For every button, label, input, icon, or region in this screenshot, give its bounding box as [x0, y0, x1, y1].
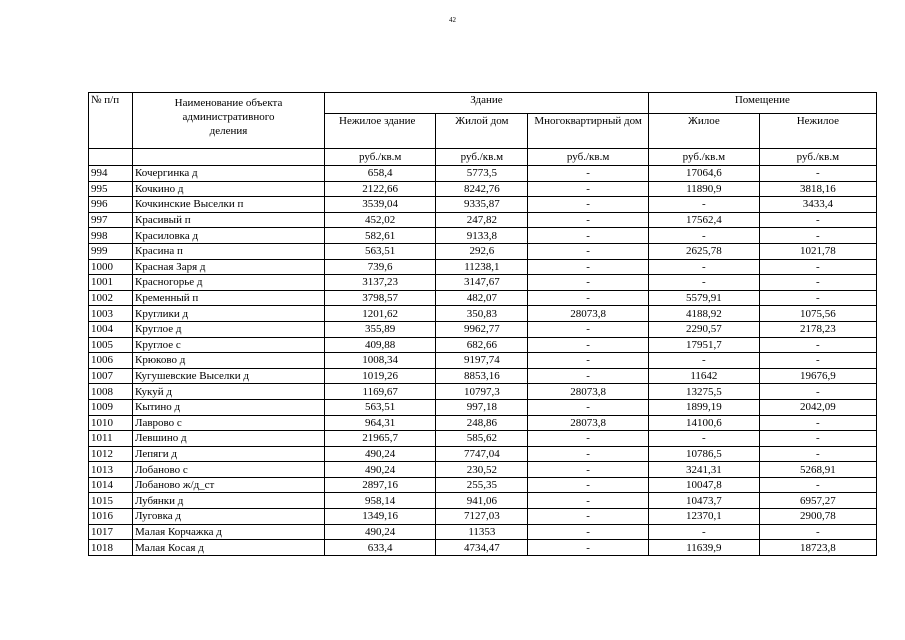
nonresidential-premises-value: -: [759, 477, 876, 493]
object-name: Кременный п: [133, 290, 325, 306]
row-number: 1005: [89, 337, 133, 353]
table-row: [89, 306, 877, 322]
nonresidential-building-value: 633,4: [325, 540, 436, 556]
object-name: Крюково д: [133, 353, 325, 369]
apartment-building-value: -: [528, 259, 649, 275]
apartment-building-value: -: [528, 368, 649, 384]
apartment-building-value: -: [528, 321, 649, 337]
nonresidential-premises-value: 6957,27: [759, 493, 876, 509]
table-row: [89, 431, 877, 447]
object-name: Кочкинские Выселки п: [133, 197, 325, 213]
row-number: 1010: [89, 415, 133, 431]
unit-label: руб./кв.м: [436, 149, 528, 166]
row-number: 995: [89, 181, 133, 197]
table-row: [89, 446, 877, 462]
nonresidential-building-value: 3137,23: [325, 275, 436, 291]
residential-premises-value: 11642: [648, 368, 759, 384]
nonresidential-building-value: 2122,66: [325, 181, 436, 197]
nonresidential-premises-value: -: [759, 290, 876, 306]
residential-premises-value: 17064,6: [648, 166, 759, 182]
nonresidential-building-value: 563,51: [325, 243, 436, 259]
table-row: [89, 399, 877, 415]
nonresidential-building-value: 2897,16: [325, 477, 436, 493]
apartment-building-value: -: [528, 509, 649, 525]
residential-house-value: 11238,1: [436, 259, 528, 275]
apartment-building-value: -: [528, 399, 649, 415]
residential-house-value: 4734,47: [436, 540, 528, 556]
apartment-building-value: -: [528, 431, 649, 447]
row-number: 999: [89, 243, 133, 259]
row-number: 1013: [89, 462, 133, 478]
row-number: 994: [89, 166, 133, 182]
residential-premises-value: -: [648, 431, 759, 447]
apartment-building-value: 28073,8: [528, 384, 649, 400]
header-premises: Помещение: [648, 93, 876, 114]
nonresidential-premises-value: -: [759, 415, 876, 431]
residential-premises-value: 2290,57: [648, 321, 759, 337]
header-building: Здание: [325, 93, 649, 114]
apartment-building-value: -: [528, 275, 649, 291]
nonresidential-building-value: 452,02: [325, 212, 436, 228]
table-row: [89, 493, 877, 509]
nonresidential-building-value: 409,88: [325, 337, 436, 353]
residential-premises-value: 17562,4: [648, 212, 759, 228]
nonresidential-building-value: 355,89: [325, 321, 436, 337]
residential-premises-value: 3241,31: [648, 462, 759, 478]
object-name: Круглое д: [133, 321, 325, 337]
header-residential-house: Жилой дом: [436, 114, 528, 149]
table-row: [89, 524, 877, 540]
object-name: Лаврово с: [133, 415, 325, 431]
row-number: 1002: [89, 290, 133, 306]
table-row: [89, 384, 877, 400]
row-number: 996: [89, 197, 133, 213]
nonresidential-building-value: 21965,7: [325, 431, 436, 447]
row-number: 1009: [89, 399, 133, 415]
object-name: Лубянки д: [133, 493, 325, 509]
cadastral-value-table: [88, 92, 877, 556]
nonresidential-premises-value: 5268,91: [759, 462, 876, 478]
nonresidential-premises-value: -: [759, 212, 876, 228]
header-residential-premises: Жилое: [648, 114, 759, 149]
apartment-building-value: -: [528, 212, 649, 228]
table-row: [89, 540, 877, 556]
residential-house-value: 585,62: [436, 431, 528, 447]
row-number: 1015: [89, 493, 133, 509]
nonresidential-building-value: 739,6: [325, 259, 436, 275]
apartment-building-value: -: [528, 337, 649, 353]
object-name: Левшино д: [133, 431, 325, 447]
object-name: Красногорье д: [133, 275, 325, 291]
apartment-building-value: -: [528, 166, 649, 182]
nonresidential-premises-value: -: [759, 259, 876, 275]
table-row: [89, 181, 877, 197]
nonresidential-premises-value: 2042,09: [759, 399, 876, 415]
apartment-building-value: -: [528, 540, 649, 556]
table-row: [89, 462, 877, 478]
residential-premises-value: 10047,8: [648, 477, 759, 493]
table-row: [89, 337, 877, 353]
residential-house-value: 9335,87: [436, 197, 528, 213]
nonresidential-building-value: 1169,67: [325, 384, 436, 400]
residential-house-value: 682,66: [436, 337, 528, 353]
table-row: [89, 477, 877, 493]
nonresidential-premises-value: -: [759, 384, 876, 400]
nonresidential-premises-value: 19676,9: [759, 368, 876, 384]
row-number: 1001: [89, 275, 133, 291]
residential-house-value: 8242,76: [436, 181, 528, 197]
table-row: [89, 415, 877, 431]
apartment-building-value: -: [528, 181, 649, 197]
nonresidential-premises-value: 3433,4: [759, 197, 876, 213]
residential-house-value: 10797,3: [436, 384, 528, 400]
row-number: 1004: [89, 321, 133, 337]
object-name: Красина п: [133, 243, 325, 259]
table-body: [89, 166, 877, 556]
nonresidential-premises-value: -: [759, 353, 876, 369]
table-row: [89, 259, 877, 275]
unit-label: руб./кв.м: [759, 149, 876, 166]
nonresidential-premises-value: -: [759, 446, 876, 462]
residential-premises-value: 12370,1: [648, 509, 759, 525]
residential-premises-value: 5579,91: [648, 290, 759, 306]
residential-premises-value: 11639,9: [648, 540, 759, 556]
nonresidential-building-value: 964,31: [325, 415, 436, 431]
apartment-building-value: -: [528, 524, 649, 540]
nonresidential-building-value: 3798,57: [325, 290, 436, 306]
nonresidential-building-value: 658,4: [325, 166, 436, 182]
row-number: 1007: [89, 368, 133, 384]
row-number: 1008: [89, 384, 133, 400]
table-row: [89, 166, 877, 182]
residential-house-value: 997,18: [436, 399, 528, 415]
row-number: 1014: [89, 477, 133, 493]
table-row: [89, 243, 877, 259]
header-num: № п/п: [89, 93, 133, 149]
apartment-building-value: -: [528, 493, 649, 509]
header-nonresidential-building: Нежилое здание: [325, 114, 436, 149]
row-number: 1003: [89, 306, 133, 322]
table-row: [89, 509, 877, 525]
residential-premises-value: 2625,78: [648, 243, 759, 259]
table-row: [89, 290, 877, 306]
residential-house-value: 9962,77: [436, 321, 528, 337]
object-name: Кочкино д: [133, 181, 325, 197]
nonresidential-building-value: 490,24: [325, 462, 436, 478]
nonresidential-building-value: 563,51: [325, 399, 436, 415]
residential-premises-value: -: [648, 259, 759, 275]
object-name: Лобаново с: [133, 462, 325, 478]
object-name: Круглое с: [133, 337, 325, 353]
residential-house-value: 248,86: [436, 415, 528, 431]
nonresidential-building-value: 1008,34: [325, 353, 436, 369]
object-name: Кочергинка д: [133, 166, 325, 182]
row-number: 1016: [89, 509, 133, 525]
residential-house-value: 255,35: [436, 477, 528, 493]
header-name-spacer: [133, 149, 325, 166]
residential-premises-value: 10473,7: [648, 493, 759, 509]
residential-house-value: 230,52: [436, 462, 528, 478]
nonresidential-premises-value: -: [759, 431, 876, 447]
row-number: 1018: [89, 540, 133, 556]
nonresidential-premises-value: 3818,16: [759, 181, 876, 197]
object-name: Малая Косая д: [133, 540, 325, 556]
residential-house-value: 941,06: [436, 493, 528, 509]
nonresidential-building-value: 490,24: [325, 524, 436, 540]
header-apartment-building: Многоквартирный дом: [528, 114, 649, 149]
nonresidential-building-value: 1349,16: [325, 509, 436, 525]
residential-premises-value: 4188,92: [648, 306, 759, 322]
nonresidential-premises-value: 1075,56: [759, 306, 876, 322]
unit-label: руб./кв.м: [325, 149, 436, 166]
row-number: 998: [89, 228, 133, 244]
nonresidential-premises-value: 18723,8: [759, 540, 876, 556]
object-name: Кукуй д: [133, 384, 325, 400]
nonresidential-building-value: 1019,26: [325, 368, 436, 384]
apartment-building-value: -: [528, 197, 649, 213]
apartment-building-value: -: [528, 243, 649, 259]
object-name: Красивый п: [133, 212, 325, 228]
residential-house-value: 7747,04: [436, 446, 528, 462]
object-name: Кугушевские Выселки д: [133, 368, 325, 384]
residential-house-value: 247,82: [436, 212, 528, 228]
header-nonresidential-premises: Нежилое: [759, 114, 876, 149]
nonresidential-premises-value: -: [759, 166, 876, 182]
table-row: [89, 212, 877, 228]
residential-house-value: 292,6: [436, 243, 528, 259]
nonresidential-premises-value: -: [759, 524, 876, 540]
row-number: 1017: [89, 524, 133, 540]
apartment-building-value: 28073,8: [528, 415, 649, 431]
row-number: 997: [89, 212, 133, 228]
object-name: Красная Заря д: [133, 259, 325, 275]
object-name: Лепяги д: [133, 446, 325, 462]
header-num-spacer: [89, 149, 133, 166]
nonresidential-premises-value: -: [759, 337, 876, 353]
nonresidential-building-value: 490,24: [325, 446, 436, 462]
apartment-building-value: 28073,8: [528, 306, 649, 322]
apartment-building-value: -: [528, 462, 649, 478]
object-name: Лобаново ж/д_ст: [133, 477, 325, 493]
row-number: 1006: [89, 353, 133, 369]
apartment-building-value: -: [528, 477, 649, 493]
row-number: 1011: [89, 431, 133, 447]
header-object-name-text: Наименование объекта административного деления: [174, 97, 283, 137]
nonresidential-premises-value: 2900,78: [759, 509, 876, 525]
row-number: 1012: [89, 446, 133, 462]
table-row: [89, 197, 877, 213]
residential-premises-value: 17951,7: [648, 337, 759, 353]
nonresidential-building-value: 958,14: [325, 493, 436, 509]
residential-premises-value: -: [648, 524, 759, 540]
nonresidential-premises-value: -: [759, 228, 876, 244]
nonresidential-building-value: 3539,04: [325, 197, 436, 213]
residential-premises-value: 1899,19: [648, 399, 759, 415]
residential-premises-value: 13275,5: [648, 384, 759, 400]
residential-house-value: 482,07: [436, 290, 528, 306]
nonresidential-premises-value: -: [759, 275, 876, 291]
object-name: Красиловка д: [133, 228, 325, 244]
residential-house-value: 350,83: [436, 306, 528, 322]
nonresidential-premises-value: 1021,78: [759, 243, 876, 259]
nonresidential-premises-value: 2178,23: [759, 321, 876, 337]
nonresidential-building-value: 582,61: [325, 228, 436, 244]
apartment-building-value: -: [528, 446, 649, 462]
residential-house-value: 8853,16: [436, 368, 528, 384]
unit-label: руб./кв.м: [648, 149, 759, 166]
residential-house-value: 11353: [436, 524, 528, 540]
residential-premises-value: -: [648, 275, 759, 291]
unit-label: руб./кв.м: [528, 149, 649, 166]
table-row: [89, 321, 877, 337]
residential-premises-value: -: [648, 197, 759, 213]
nonresidential-building-value: 1201,62: [325, 306, 436, 322]
residential-house-value: 7127,03: [436, 509, 528, 525]
object-name: Круглики д: [133, 306, 325, 322]
table-row: [89, 368, 877, 384]
row-number: 1000: [89, 259, 133, 275]
object-name: Луговка д: [133, 509, 325, 525]
apartment-building-value: -: [528, 353, 649, 369]
table-row: [89, 275, 877, 291]
residential-premises-value: 10786,5: [648, 446, 759, 462]
residential-house-value: 9197,74: [436, 353, 528, 369]
table-row: [89, 228, 877, 244]
residential-house-value: 5773,5: [436, 166, 528, 182]
residential-premises-value: 14100,6: [648, 415, 759, 431]
object-name: Кытино д: [133, 399, 325, 415]
residential-house-value: 3147,67: [436, 275, 528, 291]
residential-premises-value: -: [648, 353, 759, 369]
page-number: 42: [449, 16, 456, 24]
apartment-building-value: -: [528, 290, 649, 306]
apartment-building-value: -: [528, 228, 649, 244]
object-name: Малая Корчажка д: [133, 524, 325, 540]
residential-house-value: 9133,8: [436, 228, 528, 244]
residential-premises-value: 11890,9: [648, 181, 759, 197]
table-row: [89, 353, 877, 369]
header-object-name: [133, 93, 325, 149]
residential-premises-value: -: [648, 228, 759, 244]
